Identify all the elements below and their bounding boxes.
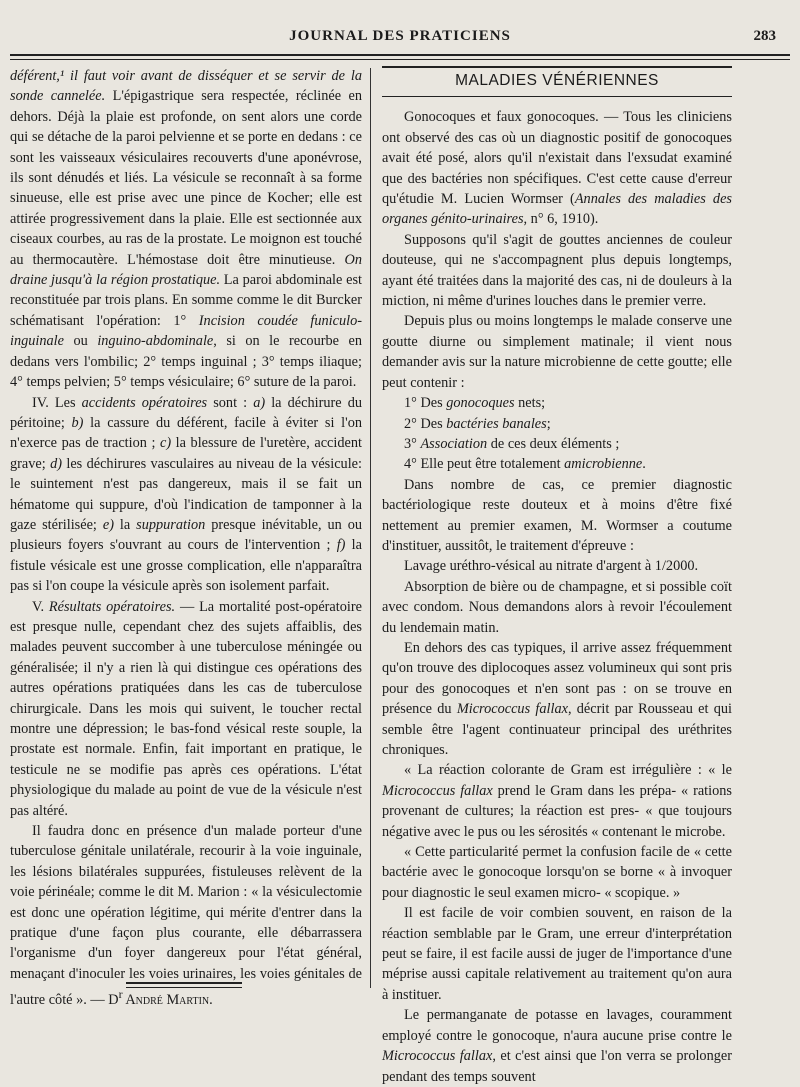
text-span: En dehors des cas typiques, il arrive assez fréquemment qu'on trouve des diplocoques assez volumineux qui sont pris pour des gonocoques et n'en sont pas : on se trouve en présence du [382, 639, 732, 718]
text-span: 3° [404, 435, 421, 452]
list-item [382, 414, 732, 434]
header-rule [10, 54, 790, 60]
italic-span: suppuration [136, 516, 206, 533]
text-span: sont : [207, 394, 254, 411]
text-span: Le permanganate de potasse en lavages, couramment employé contre le gonocoque, n'aura aucune prise contre le [382, 1007, 732, 1044]
italic-span: Association [420, 435, 488, 452]
running-head [0, 28, 800, 50]
section-title: MALADIES VÉNÉRIENNES [455, 72, 659, 89]
text-span: la [113, 516, 137, 533]
text-span: ; [546, 415, 551, 432]
text-span: la déchirure du péritoine; [10, 394, 362, 431]
italic-span: e) [102, 516, 114, 533]
text-span: — Tous les cliniciens ont observé des cas où un diagnostic positif de gonocoques avait été posé, alors qu'il n'existait dans l'exsudat examiné que des bactéries non spécifiques. C'est cette cause d'erreur qu'étudie M. Lucien Wormser ( [382, 109, 732, 208]
paragraph-suppose: Supposons qu'il s'agit de gouttes anciennes de couleur douteuse, qui ne s'accompagnent plus depuis longtemps, ayant été traitées dans la majorité des cas, ni de douleurs à la miction, ni même d'urines louches dans le premier verre. [382, 231, 732, 310]
author-signature: André Martin. [122, 992, 213, 1009]
text-span: la fistule vésicale est une grosse complication, elle n'apparaîtra pas si l'on coupe la vésicule après son isolement parfait. [10, 537, 362, 595]
italic-span: Incision coudée funiculo-inguinale [10, 312, 362, 350]
quote-gram [382, 760, 732, 842]
text-span: 4° Elle peut être totalement [404, 456, 565, 473]
text-span: IV. Les [32, 394, 82, 411]
italic-span: Micrococcus fallax [456, 701, 568, 718]
text-span: Il faudra donc en présence d'un malade porteur d'une tuberculose génitale unilatérale, recourir à la voie inguinale, les lésions bilatérales suppurées, fistuleuses relèvent de la voie périnéale; comme le dit M. Marion : « la vésiculectomie est donc une opération légitime, qui mérite d'entrer dans la pratique d'une façon plus courante, elle débarrassera l'organisme d'un foyer dangereux pour l'état général, menaçant d'inoculer les voies urinaires, les voies génitales de l'autre côté ». — D [10, 823, 362, 1009]
page-number: 283 [753, 28, 776, 44]
paragraph-technique [10, 66, 362, 393]
text-span: 1° Des [404, 395, 447, 412]
superscript: r [118, 987, 123, 1002]
paragraph-absorption: Absorption de bière ou de champagne, et si possible coït avec condom. Nous demandons alors à revoir l'écoulement du lendemain matin. [382, 578, 732, 636]
text-span: , décrit par Rousseau et qui semble être l'agent continuateur principal des uréthrites chroniques. [382, 701, 732, 758]
right-column [382, 66, 732, 1087]
paragraph-accidents [10, 393, 362, 597]
italic-span: inguino-abdominale [97, 333, 214, 350]
column-divider [370, 68, 371, 988]
text-span: presque inévitable, un ou plusieurs foyers s'ouvrant au cours de l'intervention ; [10, 516, 362, 554]
text-span: de ces deux éléments ; [487, 435, 620, 452]
journal-title: JOURNAL DES PRATICIENS [289, 28, 511, 44]
paragraph-diplocoques [382, 638, 732, 760]
text-span: la blessure de l'uretère, accident grave; [10, 435, 362, 472]
text-span: nets; [514, 395, 546, 412]
paragraph-gonocoques [382, 107, 732, 229]
text-span: La paroi abdominale est reconstituée par trois plans. En somme comme le dit Burcker schématisant l'opération: 1° [10, 272, 362, 329]
list-item [382, 434, 732, 454]
italic-span: Résultats opératoires. [48, 598, 176, 615]
italic-span: f) [336, 537, 346, 554]
paragraph-permanganate [382, 1005, 732, 1087]
italic-span: a) [253, 394, 266, 411]
list-item [382, 454, 732, 474]
text-span: , n° 6, 1910). [523, 211, 599, 228]
paragraph-results [10, 597, 362, 821]
section-header-box [382, 66, 732, 97]
italic-span: bactéries banales [446, 415, 547, 432]
text-span: 2° Des [404, 415, 447, 432]
text-span: , si on le recourbe en dedans vers l'ombilic; 2° temps inguinal ; 3° temps iliaque; 4° temps pelvien; 5° temps vésiculaire; 6° suture de la paroi. [10, 333, 362, 391]
italic-span: gonocoques [446, 395, 515, 412]
italic-span: Annales des maladies des organes génito-urinaires [382, 191, 732, 228]
text-span: . [642, 456, 646, 473]
italic-span: On draine jusqu'à la région prostatique. [10, 251, 362, 289]
italic-span: amicrobienne [564, 456, 643, 473]
paragraph-goutte: Depuis plus ou moins longtemps le malade conserve une goutte diurne ou simplement matinale; il vient nous demander avis sur la nature microbienne de cette goutte; elle peut contenir : [382, 313, 732, 391]
text-span: — La mortalité post-opératoire est presque nulle, cependant chez des sujets affaiblis, des malades peuvent succomber à une tuberculose méningée ou généralisée; il n'y a rien là qui distingue ces opérations des autres opérations pratiquées dans les cas de tuberculose chirurgicale. Dans les mois qui suivent, le toucher rectal montre une dépression; le bas-fond vésical reste souple, la prostate est normale. Enfin, fait important en pratique, le testicule ne se modifie pas après ces opérations. L'état physiologique du malade au point de vue de la vésicule n'est pas altéré. [10, 598, 362, 819]
paragraph-lavage: Lavage uréthro-vésical au nitrate d'argent à 1/2000. [404, 558, 699, 575]
quote-confusion: « Cette particularité permet la confusion facile de « cette bactérie avec le gonocoque lorsqu'on se borne « à invoquer pour diagnostic le seul examen micro- « scopique. » [382, 844, 732, 901]
text-span: V. [32, 598, 49, 615]
italic-span: d) [50, 455, 62, 472]
left-column [10, 66, 362, 1010]
italic-span: accidents opératoires [81, 394, 208, 411]
italic-span: Micrococcus fallax [382, 1048, 493, 1065]
italic-span: déférent,¹ il faut voir avant de disséquer et se servir de la sonde cannelée. [10, 68, 362, 105]
text-span: la cassure du déférent, facile à éviter si l'on n'exerce pas de traction ; [10, 414, 362, 452]
article-heading: Gonocoques et faux gonocoques. [404, 109, 599, 126]
list-item [382, 393, 732, 413]
paragraph-diagnostic: Dans nombre de cas, ce premier diagnostic bactériologique reste douteux et à moins d'être fixé nettement au premier examen, M. Wormser a coutume d'instituer, aussitôt, le traitement d'épreuve : [382, 476, 732, 554]
text-span: L'épigastrique sera respectée, réclinée en dehors. Déjà la plaie est profonde, on sent alors une corde qui se détache de la paroi pelvienne et se porte en dedans : ce sont les vaisseaux vésiculaires recouverts d'une aponévrose, ils sont dénudés et liés. La vésicule se reconnaît à sa forme sinueuse, elle est prise avec une pince de Kocher; elle est attirée progressivement dans la plaie. Elle est sectionnée aux ciseaux courbes, au ras de la prostate. Le moignon est touché au thermocautère. L'hémostase doit être minutieuse. [10, 88, 363, 268]
italic-span: b) [71, 414, 84, 431]
paragraph-facile: Il est facile de voir combien souvent, en raison de la réaction semblable par le Gram, une erreur d'interprétation peut se faire, il est facile aussi de juger de l'importance d'une méprise aussi capitale relativement au traitement qu'on aura à instituer. [382, 905, 732, 1003]
italic-span: Micrococcus fallax [382, 782, 493, 799]
article-end-rule [126, 982, 242, 988]
text-span: , et c'est ainsi que l'on verra se prolonger pendant des temps souvent [382, 1048, 732, 1085]
text-span: « La réaction colorante de Gram est irrégulière : « le [404, 762, 732, 779]
text-span: ou [64, 333, 98, 350]
text-span: prend le Gram dans les prépa- « rations provenant de cultures; la réaction est pres- « que toujours négative avec le pus ou les sérosités « contenant le microbe. [382, 782, 732, 840]
text-span: les déchirures vasculaires au niveau de la vésicule: le suintement n'est pas dangereux, mais il se fait un hématome qui suppure, d'où l'indication de tamponner à la gaze stérilisée; [10, 455, 362, 533]
italic-span: c) [160, 435, 172, 452]
